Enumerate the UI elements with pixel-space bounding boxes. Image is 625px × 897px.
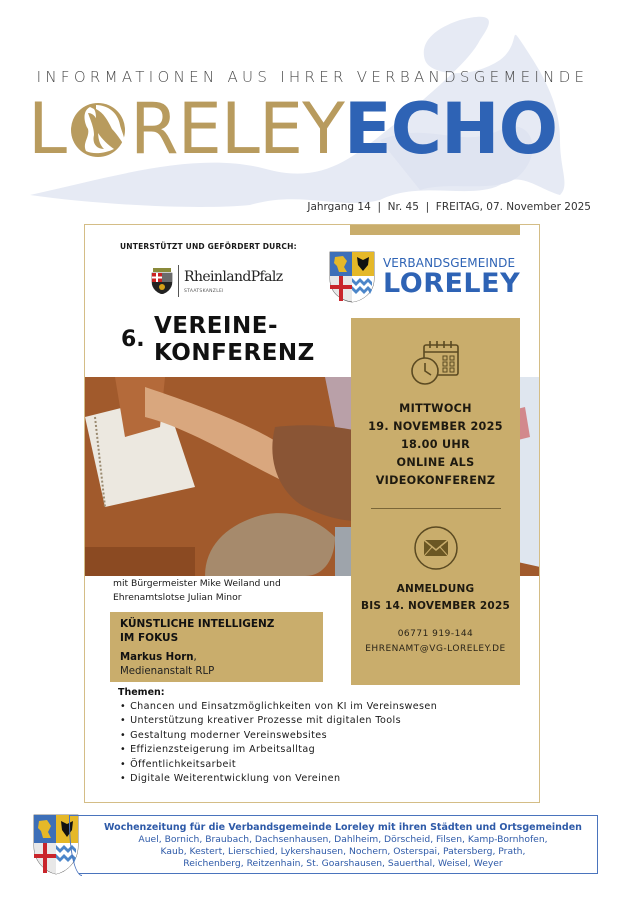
conference-number: 6. <box>121 327 145 352</box>
calendar-clock-icon <box>410 340 462 386</box>
masthead-logo <box>28 88 558 170</box>
rlp-staatskanzlei-logo <box>151 265 283 297</box>
topic-item: • Öffentlichkeitsarbeit <box>118 758 528 772</box>
footer-places-2: Kaub, Kestert, Lierschied, Lykershausen, Nochern, Osterspai, Patersberg, Prath, <box>160 846 526 857</box>
event-date: 19. NOVEMBER 2025 <box>368 420 503 433</box>
ki-organization: Medienanstalt RLP <box>120 666 215 677</box>
event-info <box>368 400 503 490</box>
registration-label: ANMELDUNG <box>396 583 475 595</box>
ki-title-2: IM FOKUS <box>120 632 179 644</box>
masthead-echo: ECHO <box>343 88 558 170</box>
contact-phone[interactable]: 06771 919-144 <box>397 629 474 639</box>
panel-divider <box>371 508 501 509</box>
rlp-name: RheinlandPfalz <box>184 268 283 285</box>
rlp-crest-icon <box>151 268 173 294</box>
event-details-panel <box>351 318 520 685</box>
topic-item: • Gestaltung moderner Vereinswebsites <box>118 729 528 743</box>
conference-title-line2: KONFERENZ <box>154 340 315 366</box>
registration-deadline: BIS 14. NOVEMBER 2025 <box>361 600 510 612</box>
support-label: UNTERSTÜTZT UND GEFÖRDERT DURCH: <box>120 242 297 251</box>
event-poster <box>84 224 540 803</box>
vg-bottom: LORELEY <box>383 268 521 299</box>
topic-item: • Chancen und Einsatzmöglichkeiten von KI im Vereinswesen <box>118 700 528 714</box>
ki-speaker: Markus Horn <box>120 652 194 663</box>
conference-title-line1: VEREINE- <box>154 313 278 339</box>
loreley-figure-icon <box>68 99 128 159</box>
contact-info <box>365 627 506 657</box>
masthead-letter-l: L <box>28 88 66 170</box>
rlp-separator <box>178 265 179 297</box>
ki-focus-box: KÜNSTLICHE INTELLIGENZ IM FOKUS Markus Horn, Medienanstalt RLP <box>110 612 323 682</box>
event-time: 18.00 UHR <box>400 438 471 451</box>
topic-item: • Unterstützung kreativer Prozesse mit digitalen Tools <box>118 714 528 728</box>
footer-title: Wochenzeitung für die Verbandsgemeinde Loreley mit ihren Städten und Ortsgemeinden <box>104 822 582 833</box>
gold-strip <box>350 225 520 235</box>
rlp-sub: STAATSKANZLEI <box>184 288 224 294</box>
issue-line: Jahrgang 14 | Nr. 45 | FREITAG, 07. November 2025 <box>307 201 591 213</box>
moderator-line-2: Ehrenamtslotse Julian Minor <box>113 592 242 603</box>
footer-places-1: Auel, Bornich, Braubach, Dachsenhausen, Dahlheim, Dörscheid, Filsen, Kamp-Bornhofen, <box>138 834 548 845</box>
footer-places-3: Reichenberg, Reitzenhain, St. Goarshausen, Sauerthal, Weisel, Weyer <box>183 858 503 869</box>
vg-loreley-logo <box>329 251 520 303</box>
vg-top: VERBANDSGEMEINDE <box>383 256 516 270</box>
masthead-loreley <box>28 88 344 170</box>
envelope-icon <box>413 525 459 571</box>
masthead-reley: RELEY <box>130 88 344 170</box>
topic-item: • Digitale Weiterentwicklung von Vereinen <box>118 772 528 786</box>
registration-info <box>361 581 510 615</box>
event-format-2: VIDEOKONFERENZ <box>375 474 496 487</box>
event-format-1: ONLINE ALS <box>396 456 475 469</box>
topic-item: • Effizienzsteigerung im Arbeitsalltag <box>118 743 528 757</box>
topics-list <box>118 687 528 786</box>
vg-loreley-crest-icon <box>329 251 375 303</box>
ki-title-1: KÜNSTLICHE INTELLIGENZ <box>120 618 275 630</box>
topics-heading: Themen: <box>118 687 165 698</box>
moderator-line-1: mit Bürgermeister Mike Weiland und <box>113 578 281 589</box>
moderator-text <box>113 577 281 605</box>
footer-banner <box>79 815 598 874</box>
tagline: INFORMATIONEN AUS IHRER VERBANDSGEMEINDE <box>36 68 589 86</box>
event-day: MITTWOCH <box>399 402 472 415</box>
contact-email[interactable]: EHRENAMT@VG-LORELEY.DE <box>365 644 506 654</box>
